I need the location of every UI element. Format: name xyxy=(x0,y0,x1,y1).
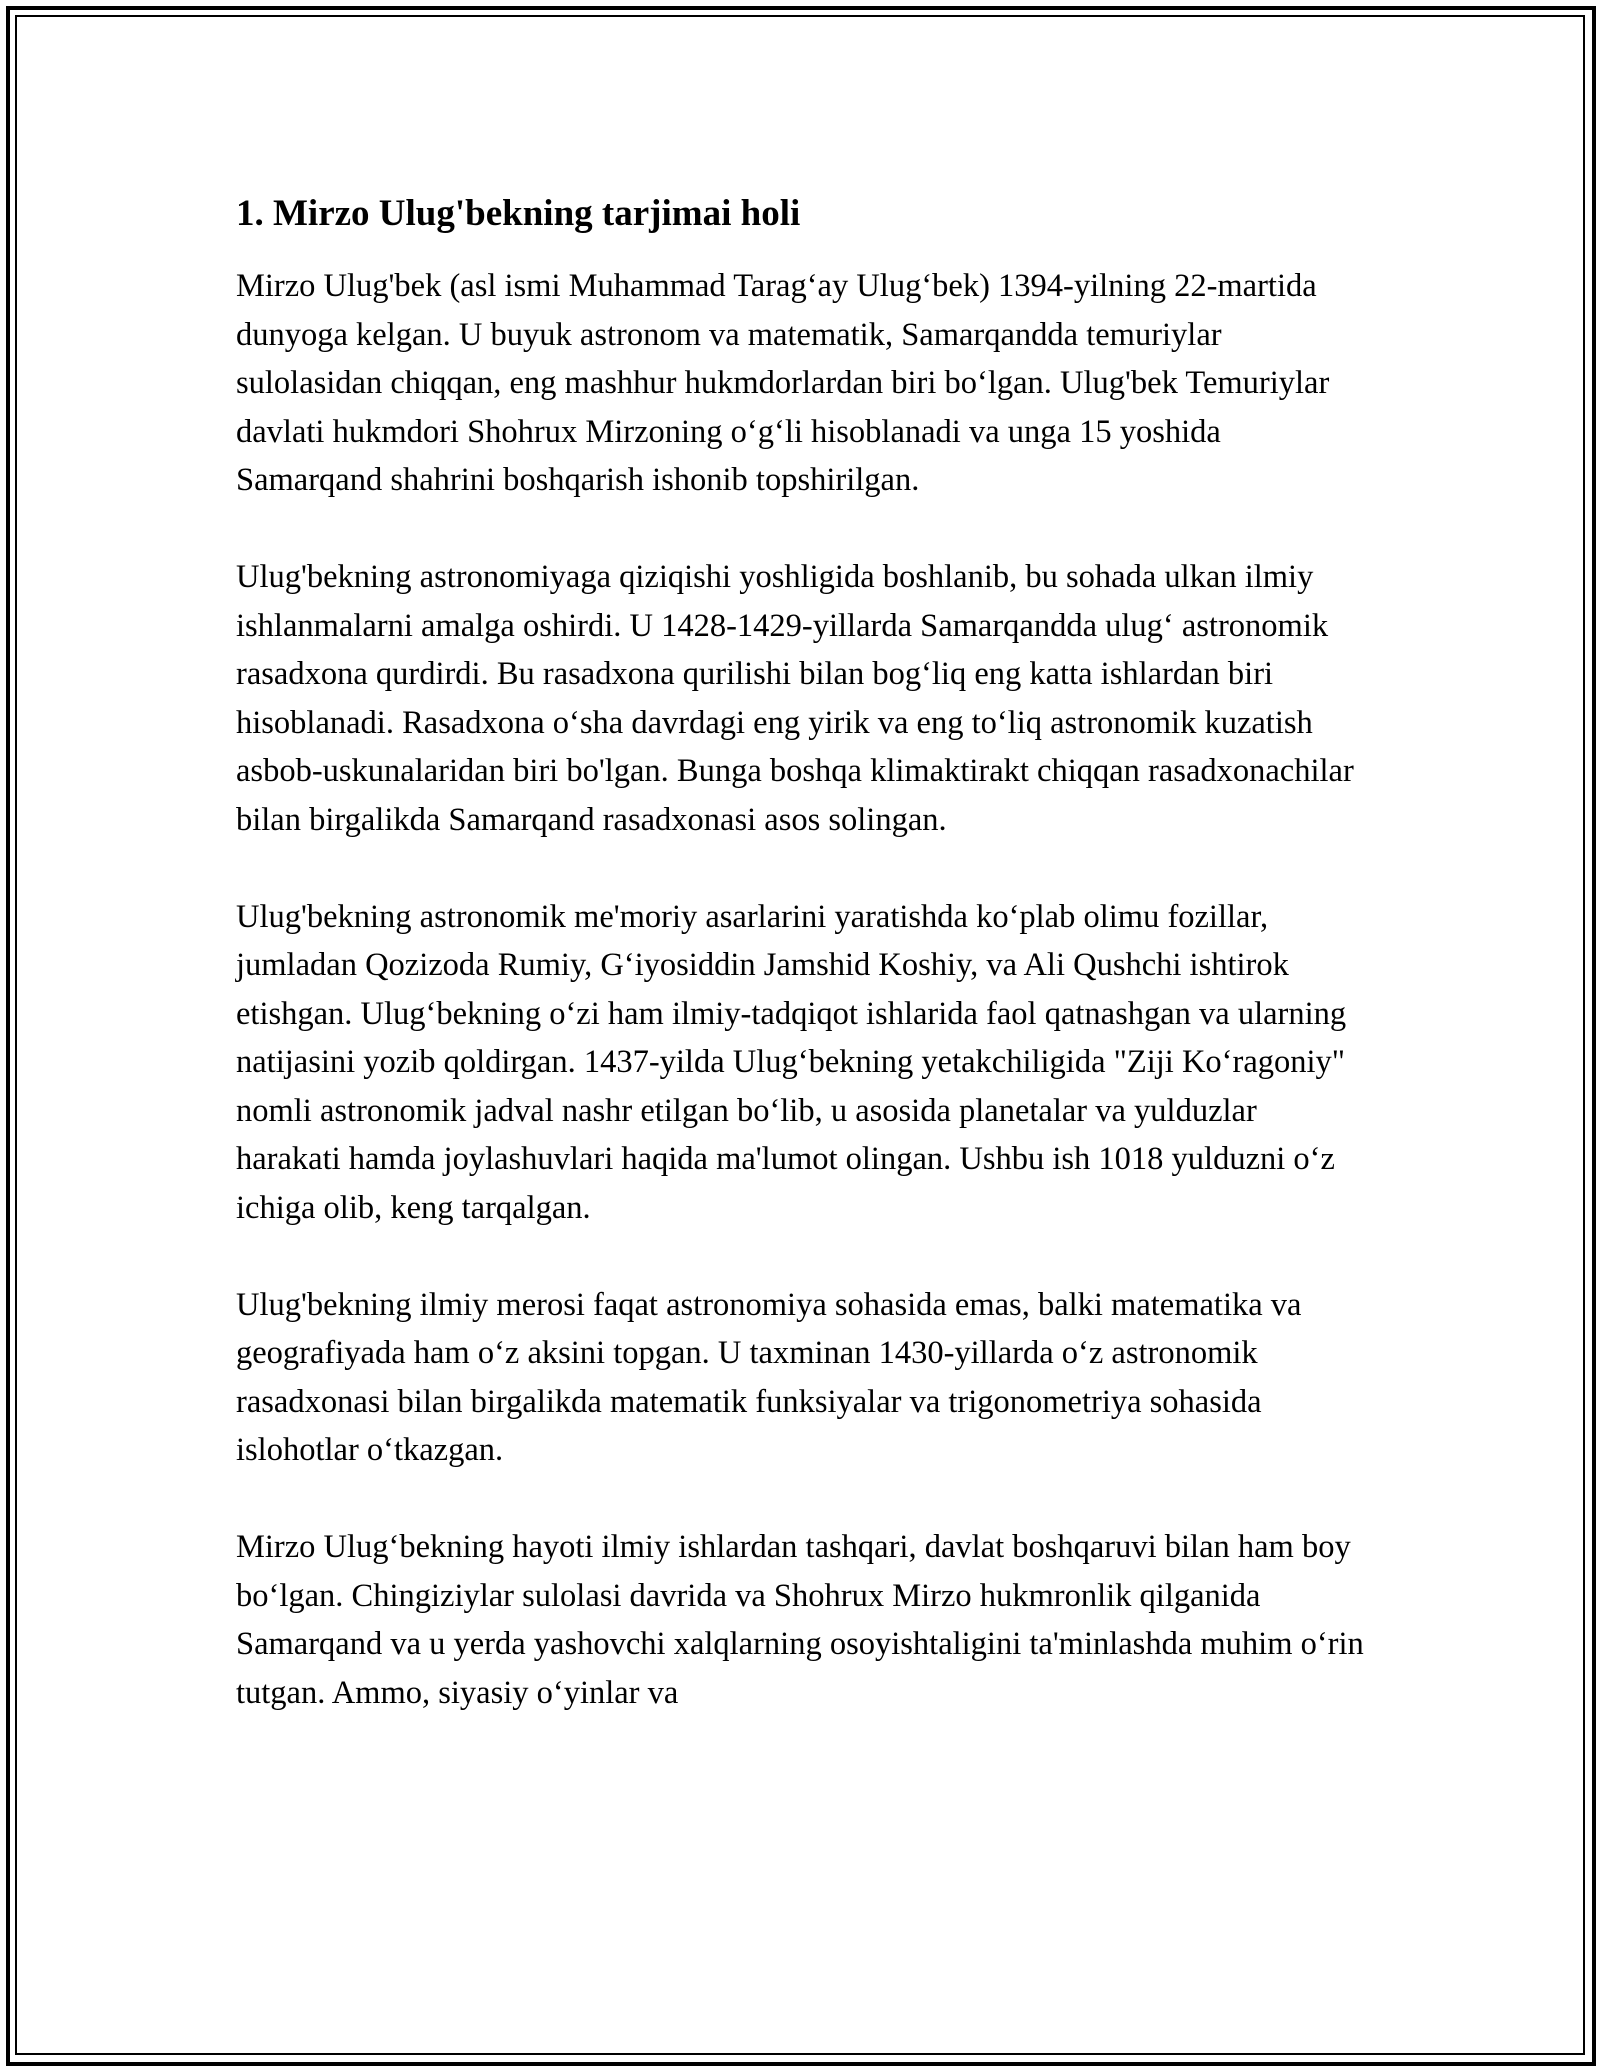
document-body xyxy=(236,188,1366,1766)
paragraph-biography: Mirzo Ulug'bek (asl ismi Muhammad Tarag‘ay Ulug‘bek) 1394-yilning 22-martida dunyoga kelgan. U buyuk astronom va matematik, Samarqandda temuriylar sulolasidan chiqqan, eng mashhur hukmdorlardan biri bo‘lgan. Ulug'bek Temuriylar davlati hukmdori Shohrux Mirzoning o‘g‘li hisoblanadi va unga 15 yoshida Samarqand shahrini boshqarish ishonib topshirilgan. xyxy=(236,268,1330,498)
paragraph-astronomy-interest: Ulug'bekning astronomiyaga qiziqishi yoshligida boshlanib, bu sohada ulkan ilmiy ishlanmalarni amalga oshirdi. U 1428-1429-yillarda Samarqandda ulug‘ astronomik rasadxona qurdirdi. Bu rasadxona qurilishi bilan bog‘liq eng katta ishlardan biri hisoblanadi. Rasadxona o‘sha davrdagi eng yirik va eng to‘liq astronomik kuzatish asbob-uskunalaridan biri bo'lgan. Bunga boshqa klimaktirakt chiqqan rasadxonachilar bilan birgalikda Samarqand rasadxonasi asos solingan. xyxy=(236,559,1354,838)
paragraph-governance: Mirzo Ulug‘bekning hayoti ilmiy ishlardan tashqari, davlat boshqaruvi bilan ham boy bo‘lgan. Chingiziylar sulolasi davrida va Shohrux Mirzo hukmronlik qilganida Samarqand va u yerda yashovchi xalqlarning osoyishtaligini ta'minlashda muhim o‘rin tutgan. Ammo, siyasiy o‘yinlar va xyxy=(236,1529,1364,1711)
section-heading: 1. Mirzo Ulug'bekning tarjimai holi xyxy=(236,193,801,234)
paragraph-ziji-koragoniy: Ulug'bekning astronomik me'moriy asarlarini yaratishda ko‘plab olimu fozillar, jumladan Qozizoda Rumiy, G‘iyosiddin Jamshid Koshiy, va Ali Qushchi ishtirok etishgan. Ulug‘bekning o‘zi ham ilmiy-tadqiqot ishlarida faol qatnashgan va ularning natijasini yozib qoldirgan. 1437-yilda Ulug‘bekning yetakchiligida "Ziji Ko‘ragoniy" nomli astronomik jadval nashr etilgan bo‘lib, u asosida planetalar va yulduzlar harakati hamda joylashuvlari haqida ma'lumot olingan. Ushbu ish 1018 yulduzni o‘z ichiga olib, keng tarqalgan. xyxy=(236,898,1347,1226)
paragraph-mathematics-legacy: Ulug'bekning ilmiy merosi faqat astronomiya sohasida emas, balki matematika va geografiyada ham o‘z aksini topgan. U taxminan 1430-yillarda o‘z astronomik rasadxonasi bilan birgalikda matematik funksiyalar va trigonometriya sohasida islohotlar o‘tkazgan. xyxy=(236,1286,1302,1468)
